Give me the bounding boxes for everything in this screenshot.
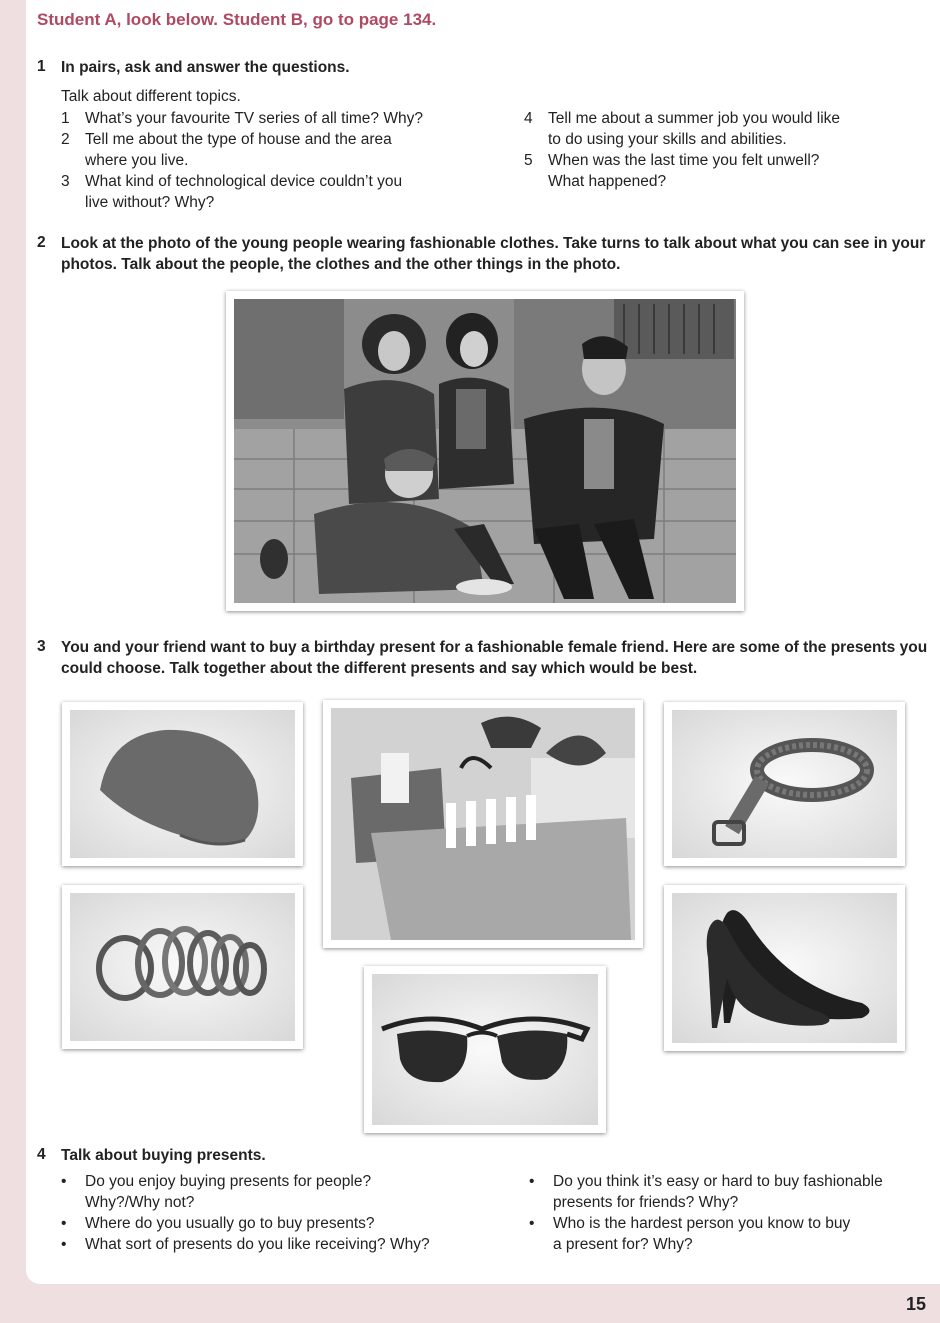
q4-bullet-text: What sort of presents do you like receiving? Why? xyxy=(85,1236,430,1253)
q1-subhead: Talk about different topics. xyxy=(61,88,241,105)
high-heels-icon xyxy=(672,893,897,1043)
q3-line: You and your friend want to buy a birthday present for a fashionable female friend. Here are some of the presents you xyxy=(61,639,928,656)
q3-number: 3 xyxy=(37,638,46,655)
q1-item-number: 2 xyxy=(61,131,70,148)
q1-item-number: 1 xyxy=(61,110,70,127)
gift-bag-icon xyxy=(331,708,635,940)
q3-line: could choose. Talk together about the different presents and say which would be best. xyxy=(61,660,698,677)
q1-item-text: live without? Why? xyxy=(85,194,215,211)
q1-number: 1 xyxy=(37,58,46,75)
beanie-hat-icon xyxy=(70,710,295,858)
q4-bullet-text: Where do you usually go to buy presents? xyxy=(85,1215,375,1232)
q1-item-text: to do using your skills and abilities. xyxy=(548,131,787,148)
hat-photo xyxy=(62,702,303,866)
q4-instruction: Talk about buying presents. xyxy=(61,1147,266,1164)
bullet-dot: • xyxy=(529,1215,535,1232)
bangles-icon xyxy=(70,893,295,1041)
sunglasses-icon xyxy=(372,974,598,1125)
q4-bullet-text: presents for friends? Why? xyxy=(553,1194,739,1211)
q1-item-number: 4 xyxy=(524,110,533,127)
q1-item-text: where you live. xyxy=(85,152,189,169)
q1-item-number: 3 xyxy=(61,173,70,190)
q4-bullet-text: a present for? Why? xyxy=(553,1236,693,1253)
q4-bullet-text: Why?/Why not? xyxy=(85,1194,195,1211)
q1-item-text: What happened? xyxy=(548,173,667,190)
gift-bag-photo xyxy=(323,700,643,948)
shoes-photo xyxy=(664,885,905,1051)
page-header: Student A, look below. Student B, go to page 134. xyxy=(37,10,437,29)
young-people-photo xyxy=(226,291,744,611)
q2-line: photos. Talk about the people, the clothes and the other things in the photo. xyxy=(61,256,621,273)
q1-item-text: What kind of technological device couldn’t you xyxy=(85,173,403,190)
q2-line: Look at the photo of the young people wearing fashionable clothes. Take turns to talk about what you can see in your xyxy=(61,235,926,252)
q2-instruction xyxy=(61,233,925,275)
q4-number: 4 xyxy=(37,1146,46,1163)
bullet-dot: • xyxy=(61,1173,67,1190)
bracelets-photo xyxy=(62,885,303,1049)
q1-item-text: When was the last time you felt unwell? xyxy=(548,152,820,169)
q1-item-text: What’s your favourite TV series of all time? Why? xyxy=(85,110,423,127)
page-number: 15 xyxy=(905,1294,926,1314)
q1-instruction: In pairs, ask and answer the questions. xyxy=(61,59,350,76)
bullet-dot: • xyxy=(61,1215,67,1232)
q4-bullet-text: Do you enjoy buying presents for people? xyxy=(85,1173,372,1190)
belt-icon xyxy=(672,710,897,858)
q4-bullet-text: Who is the hardest person you know to buy xyxy=(553,1215,851,1232)
bullet-dot: • xyxy=(529,1173,535,1190)
q1-item-text: Tell me about a summer job you would like xyxy=(548,110,841,127)
q4-bullet-text: Do you think it’s easy or hard to buy fashionable xyxy=(553,1173,883,1190)
bullet-dot: • xyxy=(61,1236,67,1253)
sunglasses-photo xyxy=(364,966,606,1133)
young-people-image xyxy=(234,299,736,603)
q1-item-text: Tell me about the type of house and the area xyxy=(85,131,392,148)
q2-number: 2 xyxy=(37,234,46,251)
belt-photo xyxy=(664,702,905,866)
q3-instruction xyxy=(61,637,927,679)
q1-item-number: 5 xyxy=(524,152,533,169)
